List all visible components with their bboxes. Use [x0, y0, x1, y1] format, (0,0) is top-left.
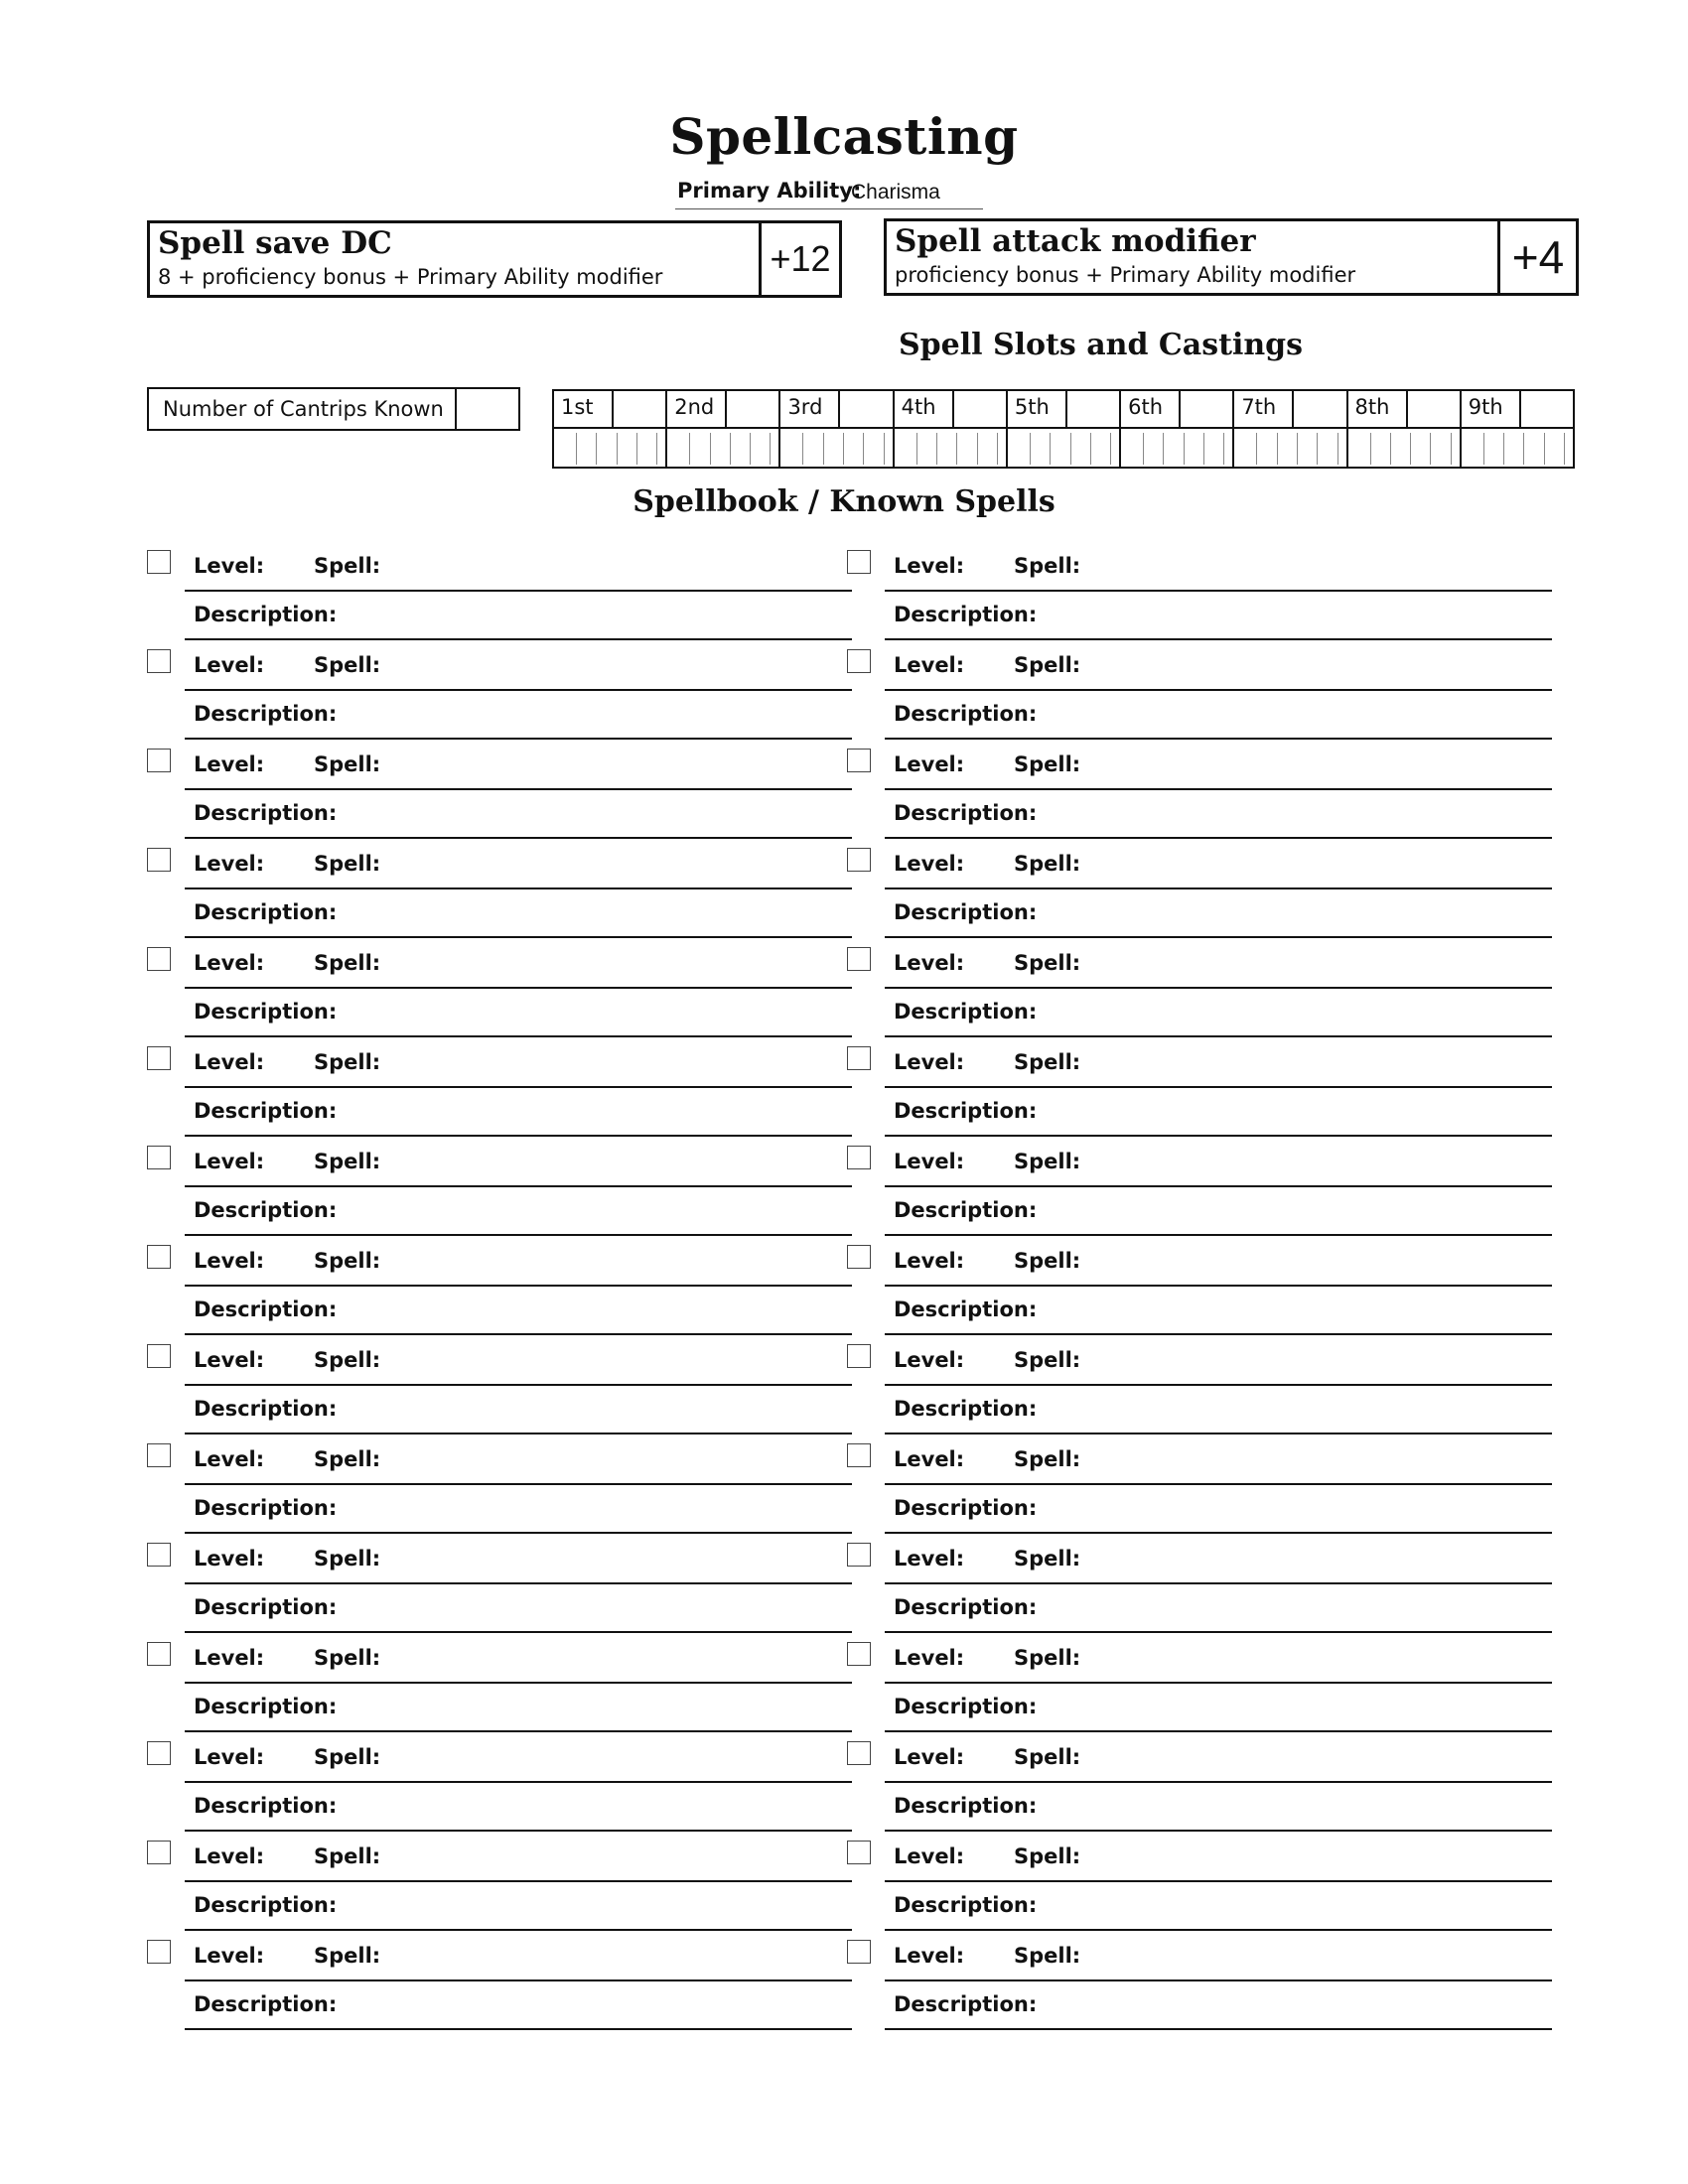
spell-description-field[interactable]: [885, 738, 1552, 740]
spell-slot-total-input[interactable]: [1406, 391, 1460, 427]
spellbook-left-column: [147, 546, 852, 2035]
spell-name-field[interactable]: [885, 887, 1552, 889]
spell-slots-table: [552, 389, 1575, 469]
spell-level-label: Level:: [894, 1944, 965, 1968]
spell-level-label: Level:: [194, 852, 265, 876]
spell-slot-total-input[interactable]: [725, 391, 778, 427]
spell-name-label: Spell:: [1014, 1348, 1081, 1372]
spell-entry: [147, 1837, 852, 1936]
spell-entry: [147, 844, 852, 943]
spell-name-field[interactable]: [885, 1979, 1552, 1981]
spell-save-dc-title: Spell save DC: [158, 225, 392, 261]
spell-description-label: Description:: [894, 1297, 1038, 1321]
spell-name-field[interactable]: [185, 1086, 852, 1088]
spell-entry: [147, 1638, 852, 1737]
spell-entry: [847, 745, 1552, 844]
spell-entry: [147, 1340, 852, 1439]
spell-name-label: Spell:: [1014, 1944, 1081, 1968]
spell-description-field[interactable]: [185, 1730, 852, 1732]
spell-entry: [147, 645, 852, 745]
spell-description-label: Description:: [194, 1000, 338, 1024]
spell-entry: [847, 1241, 1552, 1340]
spell-name-field[interactable]: [185, 1582, 852, 1584]
spell-slot-7: [1232, 391, 1345, 467]
prepared-checkbox[interactable]: [147, 1642, 171, 1666]
spell-name-label: Spell:: [314, 1348, 381, 1372]
spellbook-right-column: [847, 546, 1552, 2035]
spell-name-field[interactable]: [885, 987, 1552, 989]
spell-description-label: Description:: [194, 1595, 338, 1619]
spell-name-label: Spell:: [314, 951, 381, 975]
spell-level-label: Level:: [894, 653, 965, 677]
prepared-checkbox[interactable]: [147, 1543, 171, 1567]
spell-description-label: Description:: [894, 900, 1038, 924]
spell-name-label: Spell:: [1014, 752, 1081, 776]
spell-description-field[interactable]: [885, 936, 1552, 938]
spell-name-field[interactable]: [185, 987, 852, 989]
spell-description-label: Description:: [194, 1198, 338, 1222]
spell-name-label: Spell:: [1014, 852, 1081, 876]
spell-slot-expended-boxes[interactable]: [1030, 433, 1111, 465]
spell-description-label: Description:: [194, 1397, 338, 1421]
prepared-checkbox[interactable]: [147, 1940, 171, 1964]
spell-description-label: Description:: [194, 1695, 338, 1718]
spell-attack-modifier-box: [884, 218, 1579, 296]
cantrips-known-label: Number of Cantrips Known: [163, 397, 444, 421]
spell-description-field[interactable]: [885, 1532, 1552, 1534]
spell-entry: [847, 844, 1552, 943]
spell-name-label: Spell:: [1014, 1050, 1081, 1074]
spell-name-label: Spell:: [1014, 1745, 1081, 1769]
spell-name-label: Spell:: [314, 1447, 381, 1471]
spell-slot-expended-boxes[interactable]: [1143, 433, 1224, 465]
spell-description-field[interactable]: [185, 738, 852, 740]
spell-description-field[interactable]: [885, 1929, 1552, 1931]
spell-description-field[interactable]: [885, 1730, 1552, 1732]
spell-save-dc-value[interactable]: +12: [759, 223, 839, 295]
spell-name-label: Spell:: [1014, 1447, 1081, 1471]
spell-level-label: Level:: [894, 951, 965, 975]
spell-description-field[interactable]: [185, 638, 852, 640]
spell-entry: [847, 1638, 1552, 1737]
spell-name-field[interactable]: [885, 590, 1552, 592]
spell-slot-expended-boxes[interactable]: [1256, 433, 1337, 465]
prepared-checkbox[interactable]: [847, 1344, 871, 1368]
prepared-checkbox[interactable]: [147, 848, 171, 872]
spell-name-label: Spell:: [314, 554, 381, 578]
spell-level-label: Level:: [194, 1447, 265, 1471]
spell-level-label: Level:: [194, 1348, 265, 1372]
spell-name-field[interactable]: [885, 788, 1552, 790]
spell-description-field[interactable]: [885, 1234, 1552, 1236]
spell-slot-expended-boxes[interactable]: [1370, 433, 1452, 465]
prepared-checkbox[interactable]: [847, 1443, 871, 1467]
spell-description-label: Description:: [894, 1893, 1038, 1917]
spell-name-label: Spell:: [314, 1249, 381, 1273]
spell-slot-9: [1460, 391, 1573, 467]
spell-level-label: Level:: [194, 1547, 265, 1570]
spell-slot-expended-boxes[interactable]: [576, 433, 657, 465]
spell-slot-total-input[interactable]: [838, 391, 892, 427]
spell-name-field[interactable]: [185, 590, 852, 592]
spell-description-label: Description:: [194, 1794, 338, 1818]
spell-slot-level-label: 9th: [1468, 395, 1503, 419]
spell-slot-level-label: 2nd: [674, 395, 715, 419]
spell-name-field[interactable]: [885, 1285, 1552, 1287]
spell-name-field[interactable]: [185, 1285, 852, 1287]
spell-name-label: Spell:: [314, 852, 381, 876]
prepared-checkbox[interactable]: [847, 1245, 871, 1269]
spell-slot-total-input[interactable]: [612, 391, 665, 427]
spell-description-field[interactable]: [185, 1830, 852, 1832]
spell-entry: [147, 546, 852, 645]
spell-name-label: Spell:: [314, 1646, 381, 1670]
spell-name-label: Spell:: [314, 1547, 381, 1570]
spell-slot-4: [893, 391, 1006, 467]
spell-slot-total-input[interactable]: [1179, 391, 1232, 427]
spell-description-field[interactable]: [885, 1035, 1552, 1037]
spell-description-field[interactable]: [185, 936, 852, 938]
spell-slot-level-label: 4th: [901, 395, 936, 419]
spell-description-field[interactable]: [885, 1433, 1552, 1434]
spell-slot-total-input[interactable]: [1292, 391, 1345, 427]
spell-description-field[interactable]: [185, 1035, 852, 1037]
prepared-checkbox[interactable]: [847, 1642, 871, 1666]
spell-entry: [847, 1340, 1552, 1439]
prepared-checkbox[interactable]: [147, 1443, 171, 1467]
prepared-checkbox[interactable]: [147, 1046, 171, 1070]
spell-name-label: Spell:: [314, 1150, 381, 1173]
spell-level-label: Level:: [194, 1944, 265, 1968]
prepared-checkbox[interactable]: [147, 947, 171, 971]
spell-level-label: Level:: [894, 852, 965, 876]
page-title: Spellcasting: [669, 107, 1019, 166]
spell-entry: [847, 1539, 1552, 1638]
spell-name-field[interactable]: [185, 689, 852, 691]
prepared-checkbox[interactable]: [147, 749, 171, 772]
prepared-checkbox[interactable]: [147, 1344, 171, 1368]
spell-description-label: Description:: [894, 1595, 1038, 1619]
spell-description-label: Description:: [194, 1297, 338, 1321]
prepared-checkbox[interactable]: [147, 649, 171, 673]
spell-level-label: Level:: [894, 1150, 965, 1173]
primary-ability-field[interactable]: [675, 179, 983, 209]
spell-description-field[interactable]: [185, 1929, 852, 1931]
spell-description-field[interactable]: [185, 2028, 852, 2030]
spell-name-field[interactable]: [185, 1384, 852, 1386]
prepared-checkbox[interactable]: [847, 947, 871, 971]
spell-description-field[interactable]: [185, 837, 852, 839]
spell-entry: [847, 1936, 1552, 2035]
spell-name-field[interactable]: [185, 1682, 852, 1684]
spell-description-field[interactable]: [885, 638, 1552, 640]
spell-name-label: Spell:: [1014, 1150, 1081, 1173]
spell-description-label: Description:: [194, 1893, 338, 1917]
prepared-checkbox[interactable]: [847, 1841, 871, 1864]
spell-name-label: Spell:: [1014, 951, 1081, 975]
spell-name-label: Spell:: [1014, 1844, 1081, 1868]
spell-description-label: Description:: [894, 1198, 1038, 1222]
spell-slot-5: [1006, 391, 1119, 467]
spell-name-field[interactable]: [885, 1582, 1552, 1584]
spell-level-label: Level:: [194, 1050, 265, 1074]
spell-description-label: Description:: [194, 1992, 338, 2016]
spell-name-label: Spell:: [1014, 1646, 1081, 1670]
spell-slot-8: [1346, 391, 1460, 467]
spell-save-dc-formula: 8 + proficiency bonus + Primary Ability modifier: [158, 265, 663, 289]
spell-entry: [847, 1737, 1552, 1837]
spell-entry: [147, 1142, 852, 1241]
spell-slot-6: [1119, 391, 1232, 467]
spell-description-field[interactable]: [885, 1135, 1552, 1137]
spell-slots-title: Spell Slots and Castings: [899, 328, 1304, 362]
spell-name-field[interactable]: [185, 887, 852, 889]
spell-name-field[interactable]: [885, 1185, 1552, 1187]
spell-entry: [147, 1539, 852, 1638]
spell-entry: [147, 1737, 852, 1837]
prepared-checkbox[interactable]: [147, 1245, 171, 1269]
spell-name-field[interactable]: [185, 1483, 852, 1485]
spell-description-label: Description:: [894, 1099, 1038, 1123]
spell-name-field[interactable]: [185, 1781, 852, 1783]
prepared-checkbox[interactable]: [147, 1146, 171, 1169]
spell-description-label: Description:: [194, 1099, 338, 1123]
spell-level-label: Level:: [194, 951, 265, 975]
spell-name-field[interactable]: [185, 788, 852, 790]
spell-entry: [147, 1439, 852, 1539]
prepared-checkbox[interactable]: [847, 848, 871, 872]
spell-slot-total-input[interactable]: [1519, 391, 1573, 427]
spell-entry: [147, 1241, 852, 1340]
spell-name-field[interactable]: [185, 1979, 852, 1981]
spell-description-label: Description:: [894, 1794, 1038, 1818]
spell-entry: [847, 546, 1552, 645]
spell-slot-level-label: 6th: [1128, 395, 1163, 419]
spell-slot-level-label: 3rd: [787, 395, 823, 419]
spell-name-label: Spell:: [314, 1944, 381, 1968]
spell-level-label: Level:: [194, 1249, 265, 1273]
spell-name-field[interactable]: [885, 1483, 1552, 1485]
spell-entry: [847, 1042, 1552, 1142]
prepared-checkbox[interactable]: [147, 550, 171, 574]
spell-name-label: Spell:: [1014, 1547, 1081, 1570]
prepared-checkbox[interactable]: [847, 1741, 871, 1765]
spell-slot-total-input[interactable]: [952, 391, 1006, 427]
prepared-checkbox[interactable]: [147, 1741, 171, 1765]
spell-slot-level-label: 5th: [1014, 395, 1050, 419]
spell-level-label: Level:: [194, 1745, 265, 1769]
spell-description-field[interactable]: [885, 2028, 1552, 2030]
spell-description-label: Description:: [194, 801, 338, 825]
spell-level-label: Level:: [894, 554, 965, 578]
spell-level-label: Level:: [194, 653, 265, 677]
spell-description-field[interactable]: [885, 1631, 1552, 1633]
spell-name-label: Spell:: [314, 752, 381, 776]
spell-description-label: Description:: [894, 603, 1038, 626]
spell-name-label: Spell:: [314, 653, 381, 677]
spell-attack-modifier-title: Spell attack modifier: [895, 223, 1256, 259]
spell-description-field[interactable]: [185, 1433, 852, 1434]
spell-slot-3: [778, 391, 892, 467]
spell-level-label: Level:: [894, 1745, 965, 1769]
spell-slot-expended-boxes[interactable]: [1483, 433, 1565, 465]
primary-ability-value[interactable]: Charisma: [851, 181, 940, 204]
spell-entry: [847, 1439, 1552, 1539]
spell-name-field[interactable]: [885, 1880, 1552, 1882]
spell-name-label: Spell:: [1014, 1249, 1081, 1273]
spell-level-label: Level:: [894, 1646, 965, 1670]
spell-level-label: Level:: [194, 554, 265, 578]
spell-description-label: Description:: [894, 1397, 1038, 1421]
cantrips-known-box: [147, 387, 520, 431]
spell-name-field[interactable]: [185, 1185, 852, 1187]
spell-level-label: Level:: [894, 752, 965, 776]
spell-name-field[interactable]: [185, 1880, 852, 1882]
spell-name-field[interactable]: [885, 1682, 1552, 1684]
spell-slot-expended-boxes[interactable]: [916, 433, 998, 465]
spell-description-label: Description:: [894, 1000, 1038, 1024]
spell-entry: [147, 943, 852, 1042]
spell-level-label: Level:: [894, 1547, 965, 1570]
spell-entry: [147, 1936, 852, 2035]
spell-description-label: Description:: [194, 702, 338, 726]
spell-description-label: Description:: [194, 900, 338, 924]
spell-level-label: Level:: [894, 1050, 965, 1074]
spell-description-field[interactable]: [885, 837, 1552, 839]
spell-save-dc-box: [147, 220, 842, 298]
spell-entry: [147, 1042, 852, 1142]
prepared-checkbox[interactable]: [147, 1841, 171, 1864]
prepared-checkbox[interactable]: [847, 1543, 871, 1567]
spell-name-label: Spell:: [314, 1050, 381, 1074]
spell-level-label: Level:: [194, 752, 265, 776]
spell-slot-total-input[interactable]: [1065, 391, 1119, 427]
prepared-checkbox[interactable]: [847, 649, 871, 673]
spell-slot-level-label: 1st: [561, 395, 594, 419]
spell-entry: [847, 1837, 1552, 1936]
prepared-checkbox[interactable]: [847, 1940, 871, 1964]
spell-entry: [847, 943, 1552, 1042]
spell-description-label: Description:: [894, 1496, 1038, 1520]
spell-description-field[interactable]: [885, 1830, 1552, 1832]
spell-level-label: Level:: [894, 1844, 965, 1868]
prepared-checkbox[interactable]: [847, 749, 871, 772]
spell-level-label: Level:: [894, 1249, 965, 1273]
prepared-checkbox[interactable]: [847, 1146, 871, 1169]
spell-name-label: Spell:: [1014, 653, 1081, 677]
spell-description-field[interactable]: [185, 1135, 852, 1137]
spell-description-field[interactable]: [185, 1631, 852, 1633]
spell-description-field[interactable]: [185, 1333, 852, 1335]
spell-description-label: Description:: [194, 1496, 338, 1520]
spell-description-field[interactable]: [885, 1333, 1552, 1335]
spell-description-label: Description:: [894, 801, 1038, 825]
spell-name-field[interactable]: [885, 689, 1552, 691]
primary-ability-label: Primary Ability:: [677, 179, 862, 203]
spell-attack-modifier-formula: proficiency bonus + Primary Ability modifier: [895, 263, 1356, 287]
spell-slot-level-label: 7th: [1241, 395, 1277, 419]
spell-name-label: Spell:: [314, 1844, 381, 1868]
cantrips-known-input[interactable]: [455, 389, 518, 429]
spell-name-field[interactable]: [885, 1384, 1552, 1386]
spell-entry: [847, 645, 1552, 745]
spell-slot-1: [554, 391, 665, 467]
spell-entry: [147, 745, 852, 844]
spell-slot-level-label: 8th: [1354, 395, 1390, 419]
spellbook-title: Spellbook / Known Spells: [633, 484, 1055, 519]
spell-slot-2: [665, 391, 778, 467]
spell-entry: [847, 1142, 1552, 1241]
spell-name-field[interactable]: [885, 1781, 1552, 1783]
spell-level-label: Level:: [194, 1844, 265, 1868]
spell-name-field[interactable]: [885, 1086, 1552, 1088]
spell-level-label: Level:: [894, 1348, 965, 1372]
spell-level-label: Level:: [194, 1150, 265, 1173]
spell-name-label: Spell:: [314, 1745, 381, 1769]
spell-level-label: Level:: [894, 1447, 965, 1471]
spell-name-label: Spell:: [1014, 554, 1081, 578]
spell-slot-expended-boxes[interactable]: [689, 433, 771, 465]
prepared-checkbox[interactable]: [847, 1046, 871, 1070]
spell-description-label: Description:: [894, 702, 1038, 726]
spell-slot-expended-boxes[interactable]: [802, 433, 884, 465]
spell-attack-modifier-value[interactable]: +4: [1497, 221, 1576, 293]
prepared-checkbox[interactable]: [847, 550, 871, 574]
spell-description-label: Description:: [894, 1695, 1038, 1718]
spell-description-field[interactable]: [185, 1234, 852, 1236]
spell-description-label: Description:: [894, 1992, 1038, 2016]
spell-level-label: Level:: [194, 1646, 265, 1670]
spell-description-label: Description:: [194, 603, 338, 626]
spell-description-field[interactable]: [185, 1532, 852, 1534]
